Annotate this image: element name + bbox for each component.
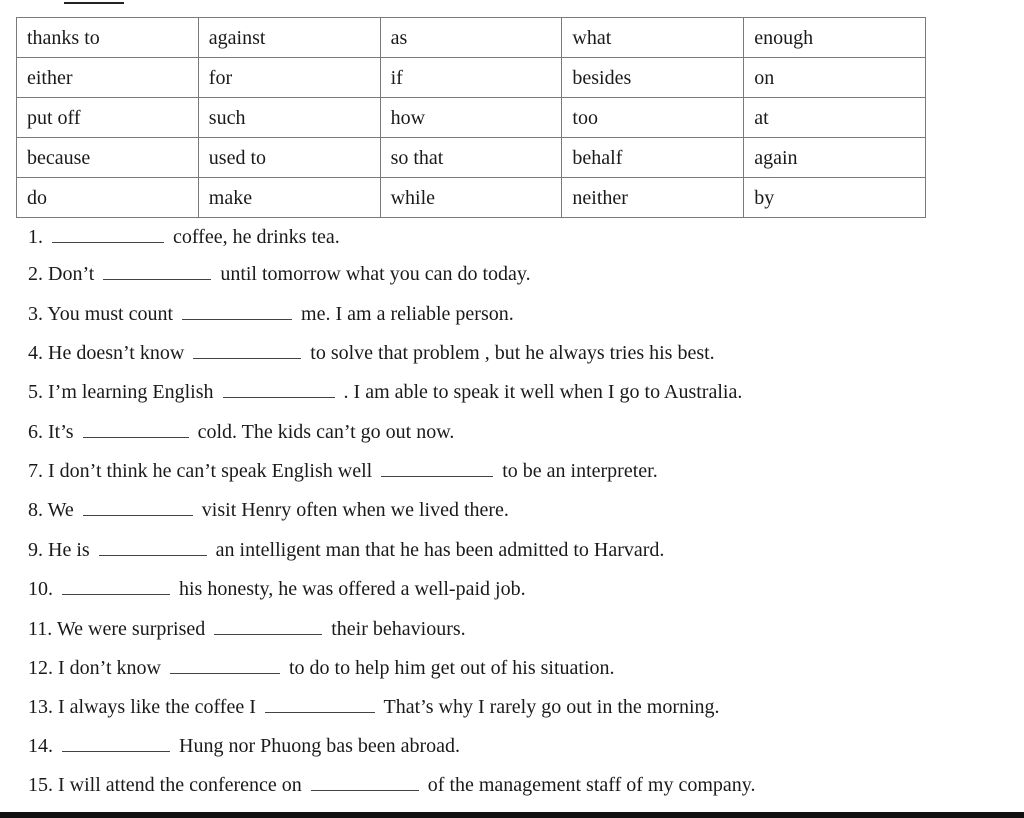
exercise-text-after: me. I am a reliable person. bbox=[301, 303, 514, 325]
word-cell: while bbox=[380, 178, 562, 218]
exercise-number: 10. bbox=[28, 578, 53, 600]
word-cell: neither bbox=[562, 178, 744, 218]
answer-blank[interactable] bbox=[214, 634, 322, 635]
exercise-number: 11. bbox=[28, 618, 53, 640]
exercise-text-after: cold. The kids can’t go out now. bbox=[197, 421, 455, 443]
word-cell: on bbox=[744, 58, 926, 98]
word-cell: either bbox=[17, 58, 199, 98]
exercise-item bbox=[28, 579, 526, 599]
exercise-number: 3. bbox=[28, 303, 43, 325]
word-bank-table bbox=[16, 17, 926, 218]
answer-blank[interactable] bbox=[103, 279, 211, 280]
exercise-text-after: Hung nor Phuong bas been abroad. bbox=[179, 735, 461, 757]
exercise-text-after: to be an interpreter. bbox=[502, 460, 658, 482]
exercise-text-after: That’s why I rarely go out in the morning. bbox=[383, 696, 720, 718]
exercise-number: 8. bbox=[28, 499, 43, 521]
word-cell: so that bbox=[380, 138, 562, 178]
word-cell: against bbox=[198, 18, 380, 58]
bottom-border bbox=[0, 812, 1024, 818]
word-cell: by bbox=[744, 178, 926, 218]
answer-blank[interactable] bbox=[99, 555, 207, 556]
exercise-item bbox=[28, 264, 531, 284]
answer-blank[interactable] bbox=[62, 751, 170, 752]
word-cell: too bbox=[562, 98, 744, 138]
exercise-item bbox=[28, 343, 715, 363]
exercise-number: 7. bbox=[28, 460, 43, 482]
exercise-text-before: He doesn’t know bbox=[48, 342, 185, 364]
word-bank-row bbox=[17, 98, 926, 138]
exercise-text-after: coffee, he drinks tea. bbox=[173, 226, 340, 248]
exercise-item bbox=[28, 382, 742, 402]
exercise-number: 1. bbox=[28, 226, 43, 248]
answer-blank[interactable] bbox=[170, 673, 280, 674]
exercise-item bbox=[28, 775, 755, 795]
exercise-text-after: until tomorrow what you can do today. bbox=[220, 263, 531, 285]
word-cell: behalf bbox=[562, 138, 744, 178]
word-cell: again bbox=[744, 138, 926, 178]
exercise-item bbox=[28, 304, 514, 324]
exercise-item bbox=[28, 422, 454, 442]
word-cell: for bbox=[198, 58, 380, 98]
answer-blank[interactable] bbox=[83, 437, 189, 438]
exercise-text-after: his honesty, he was offered a well-paid job. bbox=[179, 578, 526, 600]
top-divider bbox=[64, 2, 124, 4]
exercise-text-after: to solve that problem , but he always tries his best. bbox=[310, 342, 715, 364]
word-cell: at bbox=[744, 98, 926, 138]
answer-blank[interactable] bbox=[311, 790, 419, 791]
word-bank-row bbox=[17, 178, 926, 218]
answer-blank[interactable] bbox=[381, 476, 493, 477]
exercise-text-after: their behaviours. bbox=[331, 618, 466, 640]
exercise-item bbox=[28, 658, 615, 678]
exercise-item bbox=[28, 736, 460, 756]
word-cell: if bbox=[380, 58, 562, 98]
exercise-number: 13. bbox=[28, 696, 53, 718]
answer-blank[interactable] bbox=[52, 242, 164, 243]
word-cell: used to bbox=[198, 138, 380, 178]
exercise-text-before: He is bbox=[48, 539, 90, 561]
exercise-text-before: Don’t bbox=[48, 263, 95, 285]
exercise-text-before: I don’t know bbox=[58, 657, 161, 679]
word-cell: enough bbox=[744, 18, 926, 58]
exercise-text-before: You must count bbox=[47, 303, 174, 325]
exercise-text-before: I always like the coffee I bbox=[58, 696, 256, 718]
word-bank-row bbox=[17, 58, 926, 98]
word-cell: make bbox=[198, 178, 380, 218]
exercise-text-after: of the management staff of my company. bbox=[427, 774, 756, 796]
exercise-number: 15. bbox=[28, 774, 53, 796]
exercise-item bbox=[28, 500, 509, 520]
exercise-item bbox=[28, 697, 720, 717]
word-cell: what bbox=[562, 18, 744, 58]
exercise-text-after: to do to help him get out of his situation. bbox=[288, 657, 615, 679]
answer-blank[interactable] bbox=[193, 358, 301, 359]
exercise-text-before: It’s bbox=[48, 421, 74, 443]
exercise-item bbox=[28, 461, 658, 481]
exercise-text-after: visit Henry often when we lived there. bbox=[201, 499, 509, 521]
exercise-number: 4. bbox=[28, 342, 43, 364]
exercise-item bbox=[28, 619, 466, 639]
word-cell: because bbox=[17, 138, 199, 178]
exercise-number: 9. bbox=[28, 539, 43, 561]
exercise-number: 6. bbox=[28, 421, 43, 443]
exercise-number: 12. bbox=[28, 657, 53, 679]
word-bank-row bbox=[17, 138, 926, 178]
exercise-item bbox=[28, 540, 664, 560]
word-cell: such bbox=[198, 98, 380, 138]
exercise-text-before: I don’t think he can’t speak English well bbox=[48, 460, 373, 482]
answer-blank[interactable] bbox=[223, 397, 335, 398]
exercise-text-before: We bbox=[47, 499, 74, 521]
word-cell: as bbox=[380, 18, 562, 58]
exercise-item bbox=[28, 227, 340, 247]
answer-blank[interactable] bbox=[265, 712, 375, 713]
answer-blank[interactable] bbox=[83, 515, 193, 516]
word-cell: thanks to bbox=[17, 18, 199, 58]
answer-blank[interactable] bbox=[182, 319, 292, 320]
word-bank-row bbox=[17, 18, 926, 58]
exercise-text-after: an intelligent man that he has been admitted to Harvard. bbox=[215, 539, 665, 561]
exercise-text-before: We were surprised bbox=[56, 618, 206, 640]
exercise-number: 2. bbox=[28, 263, 43, 285]
word-cell: do bbox=[17, 178, 199, 218]
word-cell: besides bbox=[562, 58, 744, 98]
word-cell: how bbox=[380, 98, 562, 138]
exercise-number: 14. bbox=[28, 735, 53, 757]
exercise-text-after: . I am able to speak it well when I go to Australia. bbox=[343, 381, 743, 403]
exercise-number: 5. bbox=[28, 381, 43, 403]
exercise-text-before: I will attend the conference on bbox=[58, 774, 302, 796]
word-cell: put off bbox=[17, 98, 199, 138]
exercise-text-before: I’m learning English bbox=[48, 381, 214, 403]
answer-blank[interactable] bbox=[62, 594, 170, 595]
